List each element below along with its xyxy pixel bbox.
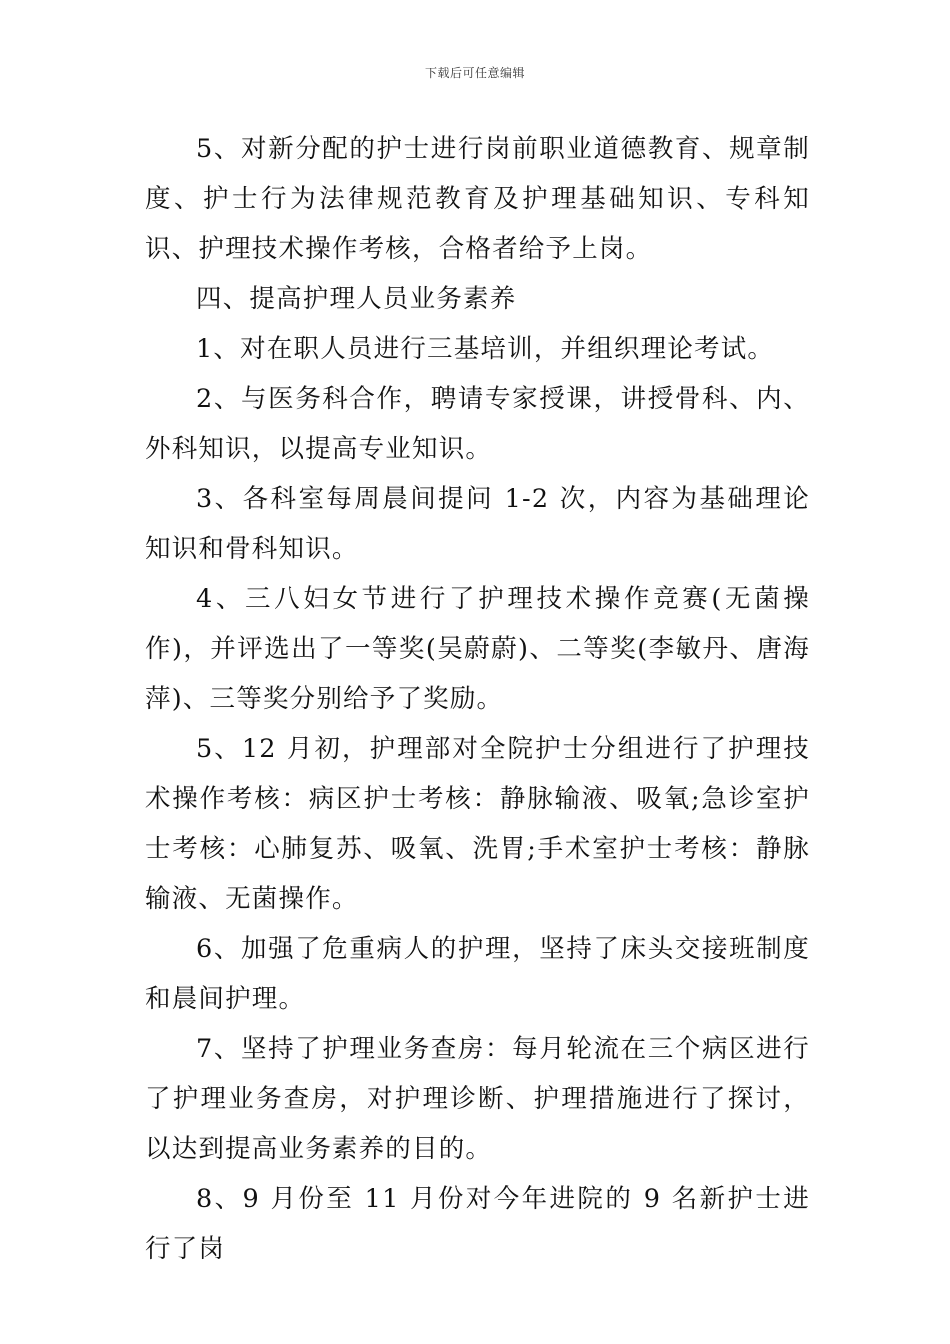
paragraph-item-2: 2、与医务科合作，聘请专家授课，讲授骨科、内、外科知识，以提高专业知识。 [145,384,810,464]
paragraph-item-8: 8、9 月份至 11 月份对今年进院的 9 名新护士进行了岗 [145,1184,810,1264]
section-heading-improve-quality: 四、提高护理人员业务素养 [196,284,517,314]
paragraph-item-5-newcomer-training: 5、对新分配的护士进行岗前职业道德教育、规章制度、护士行为法律规范教育及护理基础知识、专科知识、护理技术操作考核，合格者给予上岗。 [145,134,810,264]
paragraph-item-7: 7、坚持了护理业务查房：每月轮流在三个病区进行了护理业务查房，对护理诊断、护理措施进行了探讨，以达到提高业务素养的目的。 [145,1034,810,1164]
paragraph-item-6: 6、加强了危重病人的护理，坚持了床头交接班制度和晨间护理。 [145,934,810,1014]
paragraph-item-1: 1、对在职人员进行三基培训，并组织理论考试。 [196,334,775,364]
page-header-note: 下载后可任意编辑 [424,66,525,80]
paragraph-item-5: 5、12 月初，护理部对全院护士分组进行了护理技术操作考核：病区护士考核：静脉输液、吸氧;急诊室护士考核：心肺复苏、吸氧、洗胃;手术室护士考核：静脉输液、无菌操作。 [145,734,810,914]
document-body [145,124,810,1274]
paragraph-item-3: 3、各科室每周晨间提问 1-2 次，内容为基础理论知识和骨科知识。 [145,484,810,564]
paragraph-item-4: 4、三八妇女节进行了护理技术操作竞赛(无菌操作)，并评选出了一等奖(吴蔚蔚)、二等奖(李敏丹、唐海萍)、三等奖分别给予了奖励。 [145,584,810,714]
